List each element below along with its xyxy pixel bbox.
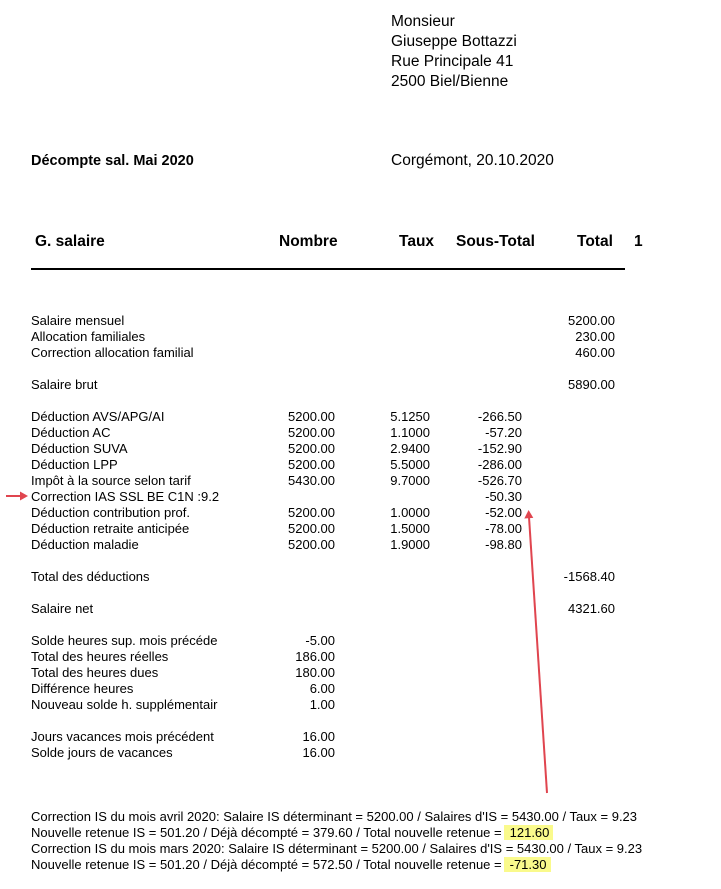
row-nombre: 5430.00 [288, 473, 335, 488]
row-label: Déduction LPP [31, 457, 118, 472]
highlighted-value-march: -71.30 [504, 857, 551, 872]
row-nombre: -5.00 [305, 633, 335, 648]
row-label: Total des déductions [31, 569, 150, 584]
row-label: Déduction contribution prof. [31, 505, 190, 520]
row-nombre: 5200.00 [288, 409, 335, 424]
row-label: Salaire net [31, 601, 94, 616]
row-label: Correction allocation familial [31, 345, 194, 360]
row-taux: 9.7000 [390, 473, 430, 488]
row-label: Total des heures réelles [31, 649, 169, 664]
row-taux: 1.5000 [390, 521, 430, 536]
row-label: Jours vacances mois précédent [31, 729, 214, 744]
address-salutation: Monsieur [391, 13, 455, 30]
row-label: Allocation familiales [31, 329, 146, 344]
row-label: Total des heures dues [31, 665, 159, 680]
row-nombre: 1.00 [309, 697, 335, 712]
row-label: Salaire mensuel [31, 313, 125, 328]
highlighted-value-april: 121.60 [504, 825, 554, 840]
row-nombre: 16.00 [302, 729, 335, 744]
address-street: Rue Principale 41 [391, 53, 514, 70]
header-taux: Taux [399, 233, 435, 250]
address-city: 2500 Biel/Bienne [391, 73, 509, 90]
row-total: -1568.40 [563, 569, 615, 584]
row-nombre: 16.00 [302, 745, 335, 760]
header-salaire: G. salaire [35, 233, 105, 250]
row-nombre: 5200.00 [288, 505, 335, 520]
correction-result-text: Nouvelle retenue IS = 501.20 / Déjà décompté = 379.60 / Total nouvelle retenue = [31, 825, 502, 840]
row-sous-total: -57.20 [485, 425, 522, 440]
correction-note-march: Correction IS du mois mars 2020: Salaire IS déterminant = 5200.00 / Salaires d'IS = 5430.00 / Taux = 9.23 [31, 841, 643, 856]
page-number: 1 [634, 233, 643, 250]
row-nombre: 180.00 [295, 665, 335, 680]
row-sous-total: -98.80 [485, 537, 522, 552]
row-nombre: 5200.00 [288, 441, 335, 456]
row-label: Solde heures sup. mois précéde [31, 633, 218, 648]
correction-note-april: Correction IS du mois avril 2020: Salaire IS déterminant = 5200.00 / Salaires d'IS = 5430.00 / Taux = 9.23 [31, 809, 638, 824]
left-arrow-icon [6, 492, 28, 501]
row-nombre: 5200.00 [288, 457, 335, 472]
row-sous-total: -78.00 [485, 521, 522, 536]
row-taux: 5.1250 [390, 409, 430, 424]
row-label: Déduction retraite anticipée [31, 521, 190, 536]
row-nombre: 6.00 [309, 681, 335, 696]
row-total: 5200.00 [568, 313, 615, 328]
row-label: Différence heures [31, 681, 134, 696]
row-label: Solde jours de vacances [31, 745, 173, 760]
row-label: Salaire brut [31, 377, 98, 392]
document-title: Décompte sal. Mai 2020 [31, 153, 194, 169]
row-label: Déduction AVS/APG/AI [31, 409, 165, 424]
row-label: Correction IAS SSL BE C1N :9.2 [31, 489, 220, 504]
correction-result-text: Nouvelle retenue IS = 501.20 / Déjà décompté = 572.50 / Total nouvelle retenue = [31, 857, 502, 872]
row-sous-total: -266.50 [477, 409, 522, 424]
row-sous-total: -152.90 [477, 441, 522, 456]
row-total: 230.00 [575, 329, 615, 344]
row-taux: 1.0000 [390, 505, 430, 520]
row-label: Déduction SUVA [31, 441, 128, 456]
row-sous-total: -52.00 [485, 505, 522, 520]
row-nombre: 5200.00 [288, 425, 335, 440]
header-total: Total [577, 233, 613, 250]
row-label: Déduction AC [31, 425, 111, 440]
row-taux: 1.9000 [390, 537, 430, 552]
row-taux: 5.5000 [390, 457, 430, 472]
row-nombre: 186.00 [295, 649, 335, 664]
row-total: 460.00 [575, 345, 615, 360]
row-label: Nouveau solde h. supplémentair [31, 697, 218, 712]
row-label: Déduction maladie [31, 537, 139, 552]
row-total: 4321.60 [568, 601, 615, 616]
row-sous-total: -50.30 [485, 489, 522, 504]
up-arrow-icon [524, 510, 547, 793]
row-sous-total: -286.00 [477, 457, 522, 472]
row-total: 5890.00 [568, 377, 615, 392]
address-name: Giuseppe Bottazzi [391, 33, 517, 50]
row-sous-total: -526.70 [477, 473, 522, 488]
place-date: Corgémont, 20.10.2020 [391, 152, 554, 169]
row-nombre: 5200.00 [288, 521, 335, 536]
row-taux: 2.9400 [390, 441, 430, 456]
row-taux: 1.1000 [390, 425, 430, 440]
row-nombre: 5200.00 [288, 537, 335, 552]
header-sous-total: Sous-Total [456, 233, 535, 250]
header-nombre: Nombre [279, 233, 338, 250]
row-label: Impôt à la source selon tarif [31, 473, 191, 488]
